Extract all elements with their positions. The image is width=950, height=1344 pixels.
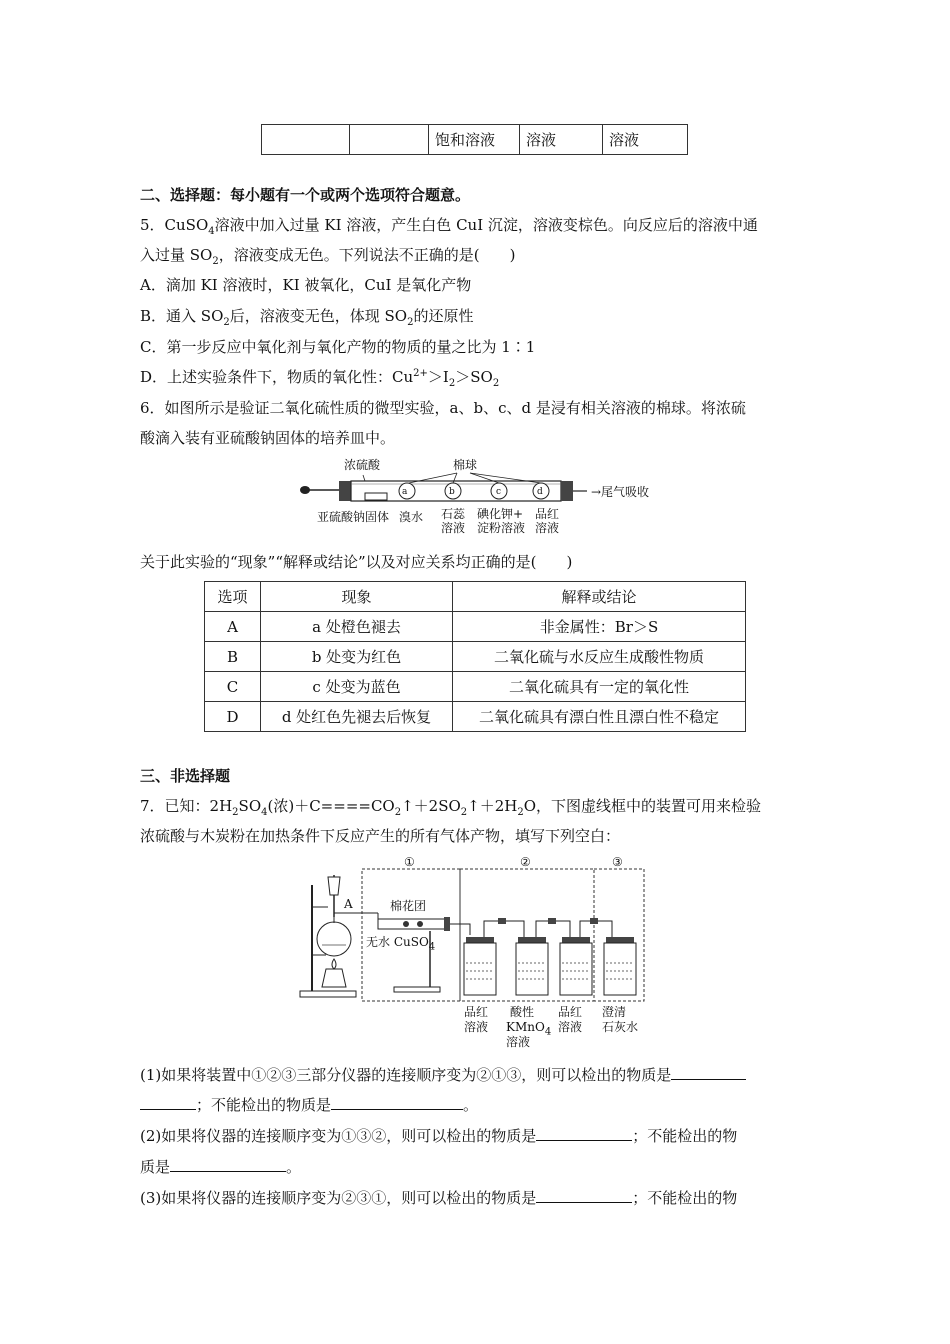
answer-blank[interactable] xyxy=(536,1188,632,1203)
label-conc-acid: 浓硫酸 xyxy=(344,458,381,472)
label-bottle4-2: 石灰水 xyxy=(602,1020,639,1034)
table-cell: 二氧化硫与水反应生成酸性物质 xyxy=(453,642,746,672)
table-header-cell: 选项 xyxy=(205,582,261,612)
section2-heading: 二、选择题：每小题有一个或两个选项符合题意。 xyxy=(140,186,471,204)
table-cell: C xyxy=(205,672,261,702)
table-cell: c 处变为蓝色 xyxy=(261,672,453,702)
label-cotton-wad: 棉花团 xyxy=(390,899,427,913)
label-litmus-2: 溶液 xyxy=(441,521,466,535)
q7-stem-line2: 浓硫酸与木炭粉在加热条件下反应产生的所有气体产物，填写下列空白： xyxy=(140,827,621,845)
table-row xyxy=(205,702,746,732)
q5-option-b: B．通入 $SO_2$后，溶液变无色，体现 $SO_2$的还原性 xyxy=(140,307,474,328)
q7-apparatus-diagram xyxy=(298,855,648,1055)
q5-option-c: C．第一步反应中氧化剂与氧化产物的物质的量之比为 1∶1 xyxy=(140,338,536,356)
cotton-ball-c: c xyxy=(496,487,502,497)
table-row xyxy=(205,612,746,642)
answer-blank[interactable] xyxy=(140,1095,196,1110)
label-bottle4-1: 澄清 xyxy=(602,1005,627,1019)
q5-option-d: D．上述实验条件下，物质的氧化性：$Cu^{2+}>I_2>SO_2$ xyxy=(140,368,500,389)
section-label-1: ① xyxy=(404,855,415,869)
q6-table xyxy=(204,581,746,732)
label-funnel-a: A xyxy=(344,897,353,911)
table-header-cell: 现象 xyxy=(261,582,453,612)
table-cell: d 处红色先褪去后恢复 xyxy=(261,702,453,732)
label-bottle3-2: 溶液 xyxy=(558,1020,583,1034)
label-bromine: 溴水 xyxy=(399,510,424,524)
label-sulfite-solid: 亚硫酸钠固体 xyxy=(317,510,390,524)
q6-question: 关于此实验的“现象”“解释或结论”以及对应关系均正确的是( ) xyxy=(140,553,573,571)
table-cell: b 处变为红色 xyxy=(261,642,453,672)
table-cell: A xyxy=(205,612,261,642)
section-label-2: ② xyxy=(520,855,531,869)
top-table-cell: 溶液 xyxy=(603,125,688,155)
table-header-cell: 解释或结论 xyxy=(453,582,746,612)
table-row xyxy=(205,642,746,672)
label-exhaust: →尾气吸收 xyxy=(591,485,650,499)
label-bottle2-2: KMnO$_4$ xyxy=(506,1020,552,1038)
q6-stem-line2: 酸滴入装有亚硫酸钠固体的培养皿中。 xyxy=(140,429,396,447)
answer-blank[interactable] xyxy=(331,1095,463,1110)
label-bottle2-1: 酸性 xyxy=(510,1005,535,1019)
label-cotton: 棉球 xyxy=(453,458,478,472)
top-table-cell: 饱和溶液 xyxy=(429,125,520,155)
label-pin-2: 溶液 xyxy=(535,521,560,535)
table-cell: B xyxy=(205,642,261,672)
q7-part2-line2: 质是 。 xyxy=(140,1158,302,1176)
label-anhydrous-cuso4: 无水 CuSO$_4$ xyxy=(366,935,436,953)
q5-option-a: A．滴加 KI 溶液时，KI 被氧化，CuI 是氧化产物 xyxy=(140,276,472,294)
section-label-3: ③ xyxy=(612,855,623,869)
q7-part2-line1: (2)如果将仪器的连接顺序变为①③②，则可以检出的物质是 ；不能检出的物 xyxy=(140,1127,738,1145)
cotton-ball-b: b xyxy=(449,487,455,497)
table-cell: 二氧化硫具有一定的氧化性 xyxy=(453,672,746,702)
bottle-4 xyxy=(604,937,636,995)
label-bottle1-2: 溶液 xyxy=(464,1020,489,1034)
section3-heading: 三、非选择题 xyxy=(140,767,231,785)
bottle-1 xyxy=(464,937,496,995)
table-cell: 非金属性：Br＞S xyxy=(453,612,746,642)
q5-stem-line2: 入过量 $SO_2$，溶液变成无色。下列说法不正确的是( ) xyxy=(140,246,516,267)
label-bottle1-1: 品红 xyxy=(464,1005,489,1019)
bottle-2 xyxy=(516,937,548,995)
top-table-cell xyxy=(262,125,350,155)
q5-stem-line1: 5．CuSO$_4$溶液中加入过量 KI 溶液，产生白色 CuI 沉淀，溶液变棕色。向反应后的溶液中通 xyxy=(140,216,758,237)
q6-stem-line1: 6．如图所示是验证二氧化硫性质的微型实验，a、b、c、d 是浸有相关溶液的棉球。将浓硫 xyxy=(140,399,746,417)
table-cell: a 处橙色褪去 xyxy=(261,612,453,642)
q7-part1-line1: (1)如果将装置中①②③三部分仪器的连接顺序变为②①③，则可以检出的物质是 xyxy=(140,1065,746,1085)
q7-part1-line2: ；不能检出的物质是 。 xyxy=(140,1095,478,1115)
answer-blank[interactable] xyxy=(536,1126,632,1141)
label-bottle2-3: 溶液 xyxy=(506,1035,531,1049)
q7-stem-line1: 7．已知：$2H_2SO_4$(浓)$+C====CO_2↑+2SO_2↑+2H_2O$，下图虚线框中的装置可用来检验 xyxy=(140,797,762,818)
table-row xyxy=(205,672,746,702)
answer-blank[interactable] xyxy=(170,1157,286,1172)
label-ki-1: 碘化钾+ xyxy=(477,507,524,521)
q6-apparatus-diagram xyxy=(295,455,675,540)
cotton-ball-a: a xyxy=(402,487,408,497)
label-litmus-1: 石蕊 xyxy=(441,507,466,521)
top-table-cell: 溶液 xyxy=(520,125,603,155)
label-bottle3-1: 品红 xyxy=(558,1005,583,1019)
table-cell: 二氧化硫具有漂白性且漂白性不稳定 xyxy=(453,702,746,732)
q7-part3-line1: (3)如果将仪器的连接顺序变为②③①，则可以检出的物质是 ；不能检出的物 xyxy=(140,1189,738,1207)
label-pin-1: 品红 xyxy=(535,507,560,521)
answer-blank[interactable] xyxy=(671,1065,746,1080)
cotton-ball-d: d xyxy=(537,487,543,497)
top-table xyxy=(261,124,688,155)
top-table-cell xyxy=(350,125,429,155)
label-ki-2: 淀粉溶液 xyxy=(477,521,526,535)
bottle-3 xyxy=(560,937,592,995)
table-cell: D xyxy=(205,702,261,732)
table-header-row xyxy=(205,582,746,612)
